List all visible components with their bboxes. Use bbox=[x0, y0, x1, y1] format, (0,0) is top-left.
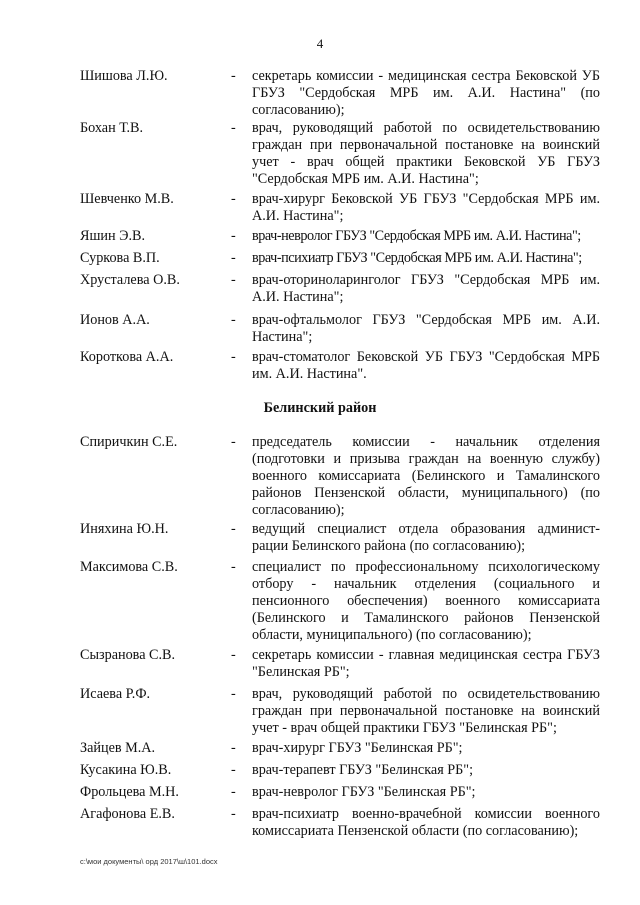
dash: - bbox=[231, 806, 236, 822]
member-role: врач-психиатр ГБУЗ "Сердобская МРБ им. А.И. Настина"; bbox=[252, 250, 582, 266]
dash: - bbox=[231, 762, 236, 778]
dash: - bbox=[231, 434, 236, 450]
member-name: Агафонова Е.В. bbox=[80, 806, 175, 822]
member-role: врач-стоматолог Бековской УБ ГБУЗ "Сердобская МРБ им. А.И. Настина". bbox=[252, 349, 600, 382]
member-role: врач-офтальмолог ГБУЗ "Сердобская МРБ им. А.И. Настина"; bbox=[252, 312, 600, 345]
member-role: специалист по профессиональному психологическому отбору - начальник отделения (социального и пенсионного обеспечения) военного комиссариата (Белинского и Тамалинского районов Пензенской области, муниципального) (по согласованию); bbox=[252, 559, 600, 643]
member-role: председатель комиссии - начальник отделения (подготовки и призыва граждан на военную службу) военного комиссариата (Белинского и Тамалинского районов Пензенской области, муниципального) (по согласованию); bbox=[252, 434, 600, 518]
dash: - bbox=[231, 647, 236, 663]
member-name: Бохан Т.В. bbox=[80, 120, 144, 136]
member-role: врач-психиатр военно-врачебной комиссии военного комиссариата Пензенской области (по согласованию); bbox=[252, 806, 600, 839]
member-name: Зайцев М.А. bbox=[80, 740, 156, 756]
file-path-footer: c:\мои документы\ орд 2017\ш\101.docx bbox=[80, 857, 218, 866]
dash: - bbox=[231, 521, 236, 537]
dash: - bbox=[231, 784, 236, 800]
member-role: врач-хирург Бековской УБ ГБУЗ "Сердобская МРБ им. А.И. Настина"; bbox=[252, 191, 600, 224]
member-role: врач-невролог ГБУЗ "Сердобская МРБ им. А.И. Настина"; bbox=[252, 228, 581, 244]
section-heading: Белинский район bbox=[263, 400, 377, 416]
dash: - bbox=[231, 250, 236, 266]
member-name: Спиричкин С.Е. bbox=[80, 434, 178, 450]
member-name: Исаева Р.Ф. bbox=[80, 686, 151, 702]
member-role: врач-терапевт ГБУЗ "Белинская РБ"; bbox=[252, 762, 474, 778]
member-name: Кусакина Ю.В. bbox=[80, 762, 172, 778]
dash: - bbox=[231, 559, 236, 575]
dash: - bbox=[231, 740, 236, 756]
dash: - bbox=[231, 272, 236, 288]
member-name: Хрусталева О.В. bbox=[80, 272, 180, 288]
member-role: ведущий специалист отдела образования админист-рации Белинского района (по согласованию); bbox=[252, 521, 600, 554]
member-name: Короткова А.А. bbox=[80, 349, 174, 365]
dash: - bbox=[231, 228, 236, 244]
member-name: Яшин Э.В. bbox=[80, 228, 146, 244]
member-role: врач, руководящий работой по освидетельствованию граждан при первоначальной постановке на воинский учет - врач общей практики ГБУЗ "Белинская РБ"; bbox=[252, 686, 600, 736]
member-role: врач-хирург ГБУЗ "Белинская РБ"; bbox=[252, 740, 463, 756]
member-role: врач-невролог ГБУЗ "Белинская РБ"; bbox=[252, 784, 476, 800]
dash: - bbox=[231, 191, 236, 207]
member-name: Ионов А.А. bbox=[80, 312, 150, 328]
member-name: Сызранова С.В. bbox=[80, 647, 176, 663]
dash: - bbox=[231, 68, 236, 84]
member-name: Шевченко М.В. bbox=[80, 191, 174, 207]
member-name: Суркова В.П. bbox=[80, 250, 160, 266]
member-role: врач, руководящий работой по освидетельствованию граждан при первоначальной постановке на воинский учет - врач общей практики Бековской УБ ГБУЗ "Сердобская МРБ им. А.И. Настина"; bbox=[252, 120, 600, 187]
member-role: секретарь комиссии - медицинская сестра Бековской УБ ГБУЗ "Сердобская МРБ им. А.И. Настина" (по согласованию); bbox=[252, 68, 600, 118]
member-name: Шишова Л.Ю. bbox=[80, 68, 168, 84]
member-role: секретарь комиссии - главная медицинская сестра ГБУЗ "Белинская РБ"; bbox=[252, 647, 600, 680]
dash: - bbox=[231, 349, 236, 365]
member-name: Иняхина Ю.Н. bbox=[80, 521, 169, 537]
dash: - bbox=[231, 312, 236, 328]
member-name: Максимова С.В. bbox=[80, 559, 178, 575]
member-name: Фрольцева М.Н. bbox=[80, 784, 179, 800]
member-role: врач-оториноларинголог ГБУЗ "Сердобская МРБ им. А.И. Настина"; bbox=[252, 272, 600, 305]
dash: - bbox=[231, 686, 236, 702]
page-number: 4 bbox=[316, 36, 324, 51]
dash: - bbox=[231, 120, 236, 136]
